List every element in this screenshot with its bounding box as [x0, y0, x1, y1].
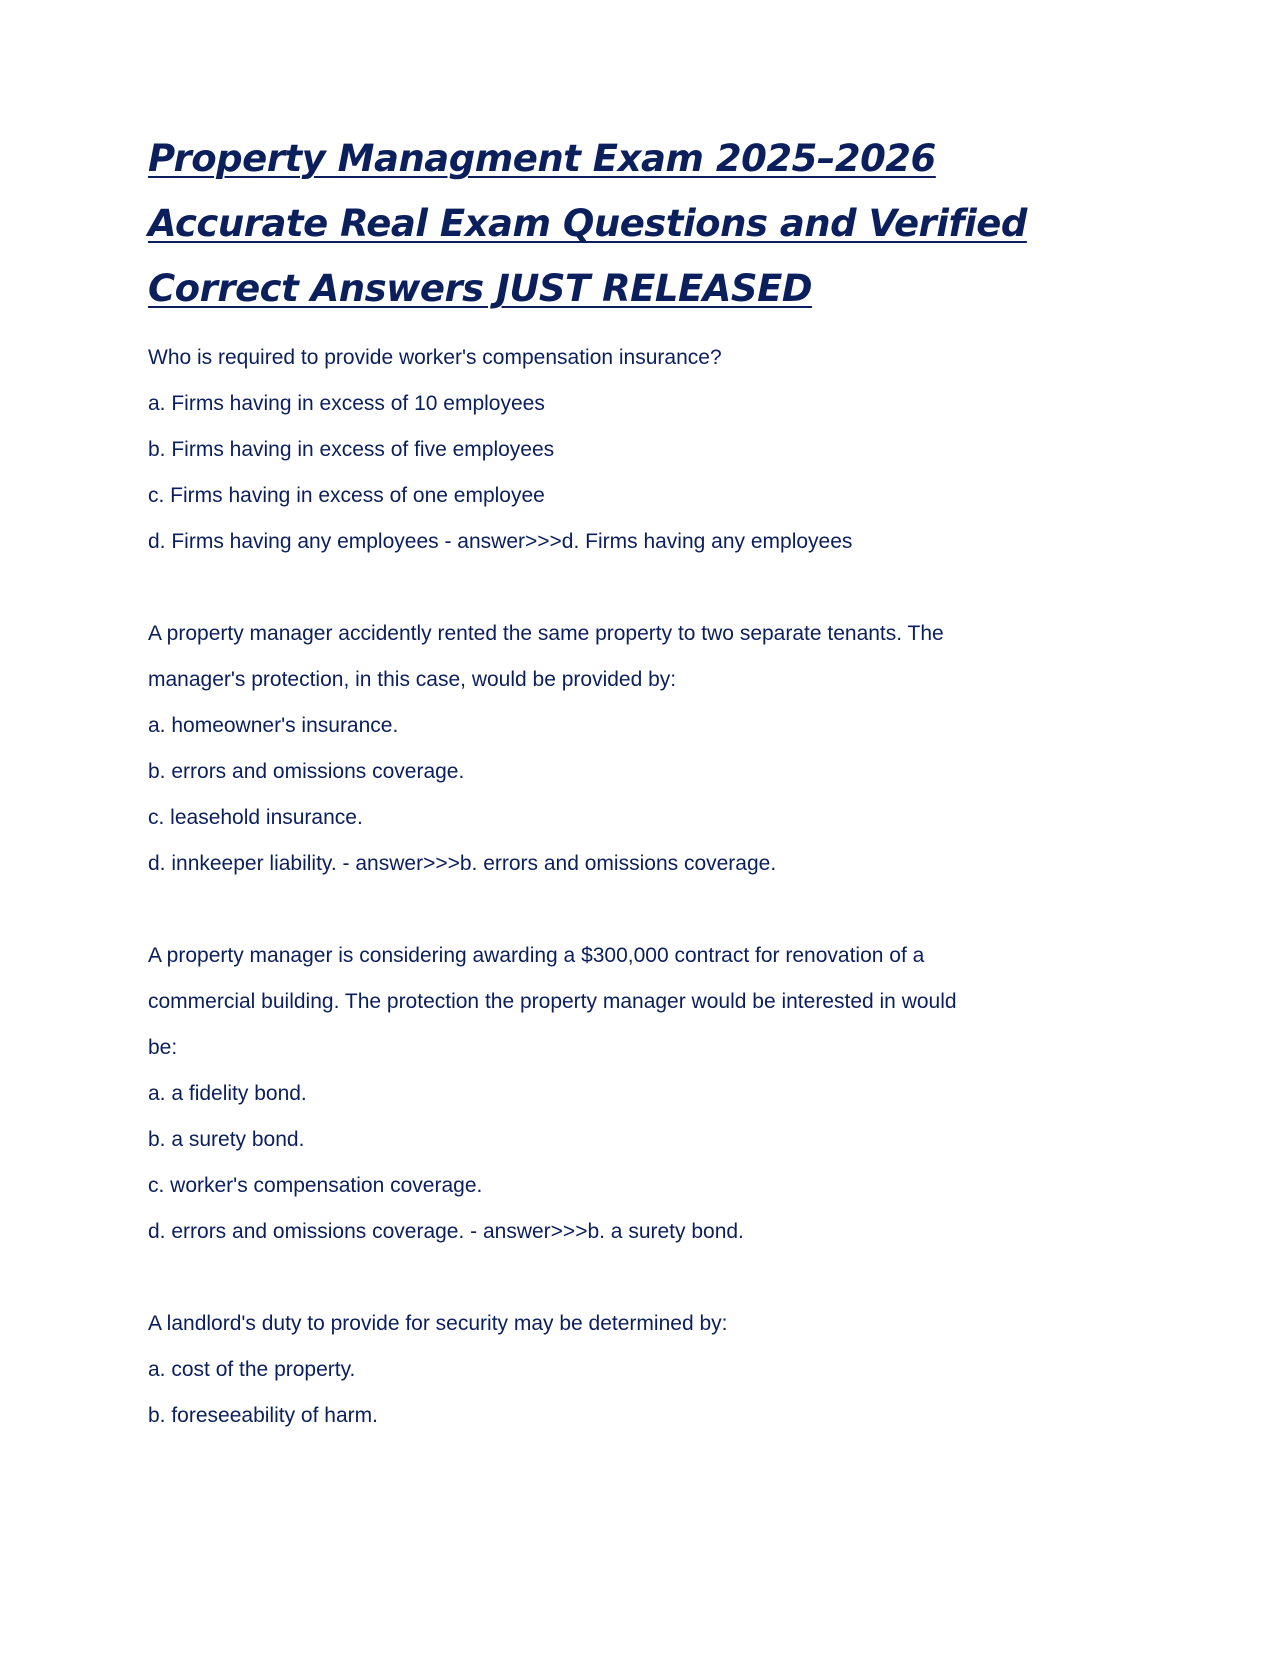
answer-option: b. Firms having in excess of five employees: [148, 438, 555, 461]
question-text: Who is required to provide worker's compensation insurance?: [148, 346, 722, 369]
answer-option: a. Firms having in excess of 10 employees: [148, 392, 545, 415]
answer-option: a. cost of the property.: [148, 1358, 356, 1381]
answer-option: b. foreseeability of harm.: [148, 1404, 378, 1427]
question-block-2: [148, 611, 1148, 887]
answer-option-with-answer: d. Firms having any employees - answer>>>d. Firms having any employees: [148, 530, 853, 553]
title-line: Accurate Real Exam Questions and Verified: [148, 202, 1027, 245]
answer-option: c. leasehold insurance.: [148, 806, 363, 829]
answer-option: c. Firms having in excess of one employee: [148, 484, 545, 507]
answer-option: a. a fidelity bond.: [148, 1082, 307, 1105]
answer-option-with-answer: d. errors and omissions coverage. - answer>>>b. a surety bond.: [148, 1220, 744, 1243]
answer-option-with-answer: d. innkeeper liability. - answer>>>b. errors and omissions coverage.: [148, 852, 777, 875]
title-line: Correct Answers JUST RELEASED: [148, 267, 813, 310]
question-block-3: [148, 933, 1148, 1255]
answer-option: b. errors and omissions coverage.: [148, 760, 465, 783]
question-block-1: [148, 335, 1148, 565]
answer-option: b. a surety bond.: [148, 1128, 305, 1151]
document-content: [148, 126, 1148, 1485]
document-title: [148, 126, 1148, 321]
answer-option: a. homeowner's insurance.: [148, 714, 399, 737]
title-line: Property Managment Exam 2025–2026: [148, 137, 936, 180]
question-block-4: [148, 1301, 1148, 1439]
question-text: A property manager accidently rented the same property to two separate tenants. The: [148, 622, 944, 645]
question-text: A landlord's duty to provide for security may be determined by:: [148, 1312, 728, 1335]
question-text: A property manager is considering awarding a $300,000 contract for renovation of a: [148, 944, 925, 967]
question-text: commercial building. The protection the property manager would be interested in would: [148, 990, 957, 1013]
answer-option: c. worker's compensation coverage.: [148, 1174, 483, 1197]
question-text: manager's protection, in this case, would be provided by:: [148, 668, 677, 691]
question-text: be:: [148, 1036, 178, 1059]
